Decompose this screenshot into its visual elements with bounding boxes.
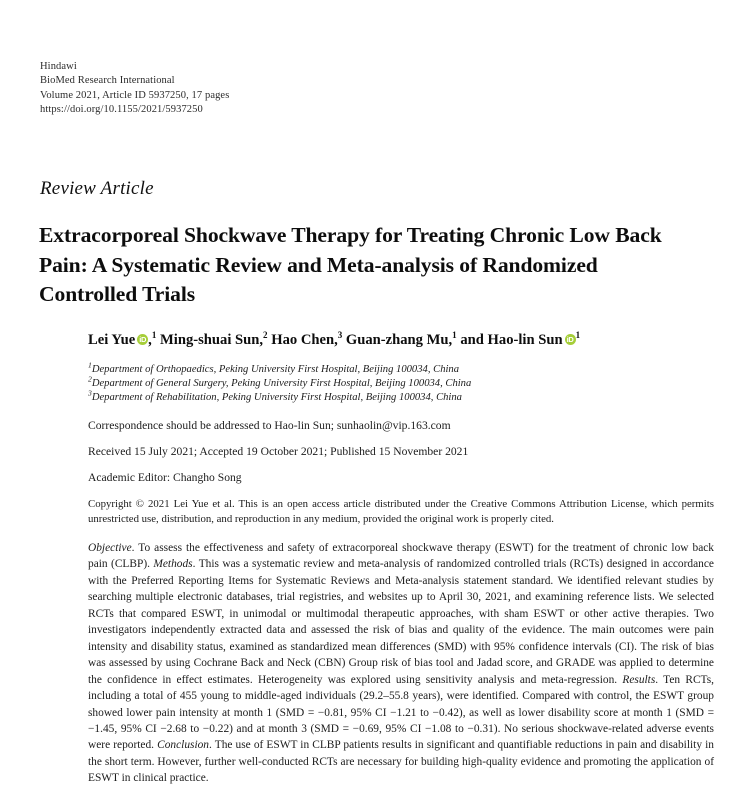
abstract-conclusion-text: . The use of ESWT in CLBP patients results in significant and quantifiable reductions in pain and disability in the short term. However, further well-conducted RCTs are necessary for building high-quality evidence and promoting the application of ESWT in clinical practice. — [88, 739, 714, 785]
abstract-methods-label: Methods — [153, 558, 193, 571]
author-conjunction: and — [460, 332, 488, 348]
abstract-results-text: . Ten RCTs, including a total of 455 young to middle-aged individuals (29.2–55.8 years), were identified. Compared with control, the ESWT group showed lower pain intensity at month 1 (SMD = −0.81, 95% CI −1.21 to −0.42), as well as lower disability score at month 1 (SMD = −1.45, 95% CI −2.68 to −0.22) and at month 3 (SMD = −0.69, 95% CI −1.08 to −0.31). No serious shockwave-related adverse events were reported. — [88, 673, 714, 752]
author-affiliation-marker: 1 — [575, 330, 581, 341]
affiliation-marker: 2 — [88, 374, 92, 384]
author-affiliation-marker: 3 — [337, 330, 343, 341]
abstract-objective-text: . To assess the effectiveness and safety of extracorporeal shockwave therapy (ESWT) for the treatment of chronic low back pain (CLBP). — [88, 542, 714, 571]
author-affiliation-marker: 1 — [151, 330, 157, 341]
author-affiliation-marker: 1 — [452, 330, 457, 341]
abstract-conclusion-label: Conclusion — [157, 739, 210, 752]
affiliation-marker: 3 — [88, 388, 92, 398]
publisher-name: Hindawi — [40, 61, 77, 72]
affiliation-list — [88, 360, 703, 406]
author-separator: , — [148, 332, 152, 348]
author-name[interactable]: Hao Chen — [271, 332, 335, 348]
orcid-icon-label: iD — [139, 335, 147, 344]
affiliation-marker: 1 — [88, 360, 92, 370]
author-separator: , — [334, 332, 338, 348]
affiliation-text: Department of Orthopaedics, Peking University First Hospital, Beijing 100034, China — [91, 364, 460, 375]
orcid-icon-label: iD — [566, 335, 574, 344]
abstract-objective-label: Objective — [88, 542, 132, 554]
author-separator: , — [448, 332, 453, 348]
affiliation-text: Department of General Surgery, Peking University First Hospital, Beijing 100034, China — [91, 378, 472, 390]
affiliation-item — [88, 388, 703, 405]
correspondence-line: Correspondence should be addressed to Hao-lin Sun; sunhaolin@vip.163.com — [88, 419, 451, 432]
orcid-icon[interactable] — [565, 334, 576, 345]
author-affiliation-marker: 2 — [263, 330, 268, 341]
abstract-results-label: Results — [622, 673, 656, 686]
publication-dates-line: Received 15 July 2021; Accepted 19 October 2021; Published 15 November 2021 — [88, 445, 469, 458]
volume-article-line: Volume 2021, Article ID 5937250, 17 pages — [40, 89, 230, 101]
affiliation-item — [88, 374, 703, 391]
abstract-methods-text: . This was a systematic review and meta-analysis of randomized controlled trials (RCTs) designed in accordance with the Preferred Reporting Items for Systematic Reviews and Meta-analysis statement standard. We identified relevant studies by searching multiple electronic databases, trial registries, and websites up to April 30, 2021, and examining reference lists. We selected RCTs that compared ESWT, in unimodal or multimodal therapeutic approaches, with sham ESWT or other active therapies. Two investigators independently extracted data and assessed the risk of bias and quality of the evidence. The main outcomes were pain intensity and disability status, examined as standardized mean differences (SMD) with 95% confidence intervals (CI). The risk of bias was assessed by using Cochrane Back and Neck (CBN) Group risk of bias tool and Jadad score, and GRADE was applied to determine the confidence in effect estimates. Heterogeneity was explored using sensitivity analysis and meta-regression. — [88, 558, 714, 686]
article-type-label: Review Article — [40, 178, 154, 199]
page-title: Extracorporeal Shockwave Therapy for Treating Chronic Low Back Pain: A Systematic Review and Meta-analysis of Randomized Controlled Trials — [39, 223, 662, 307]
affiliation-item — [88, 360, 703, 377]
academic-editor-line: Academic Editor: Changho Song — [88, 471, 242, 484]
author-list — [88, 331, 703, 350]
author-name[interactable]: Hao-lin Sun — [487, 332, 563, 348]
abstract-body — [88, 540, 714, 787]
doi-link[interactable]: https://doi.org/10.1155/2021/5937250 — [40, 104, 203, 116]
author-name[interactable]: Ming-shuai Sun — [160, 332, 260, 348]
affiliation-text: Department of Rehabilitation, Peking University First Hospital, Beijing 100034, China — [91, 392, 462, 404]
orcid-icon[interactable] — [137, 334, 148, 345]
author-name[interactable]: Lei Yue — [88, 332, 136, 348]
author-name[interactable]: Guan-zhang Mu — [345, 332, 449, 348]
journal-masthead — [40, 60, 229, 118]
journal-name: BioMed Research International — [40, 75, 175, 87]
copyright-statement: Copyright © 2021 Lei Yue et al. This is an open access article distributed under the Creative Commons Attribution License, which permits unrestricted use, distribution, and reproduction in any medium, provided the original work is properly cited. — [88, 498, 714, 526]
author-separator: , — [259, 332, 264, 348]
